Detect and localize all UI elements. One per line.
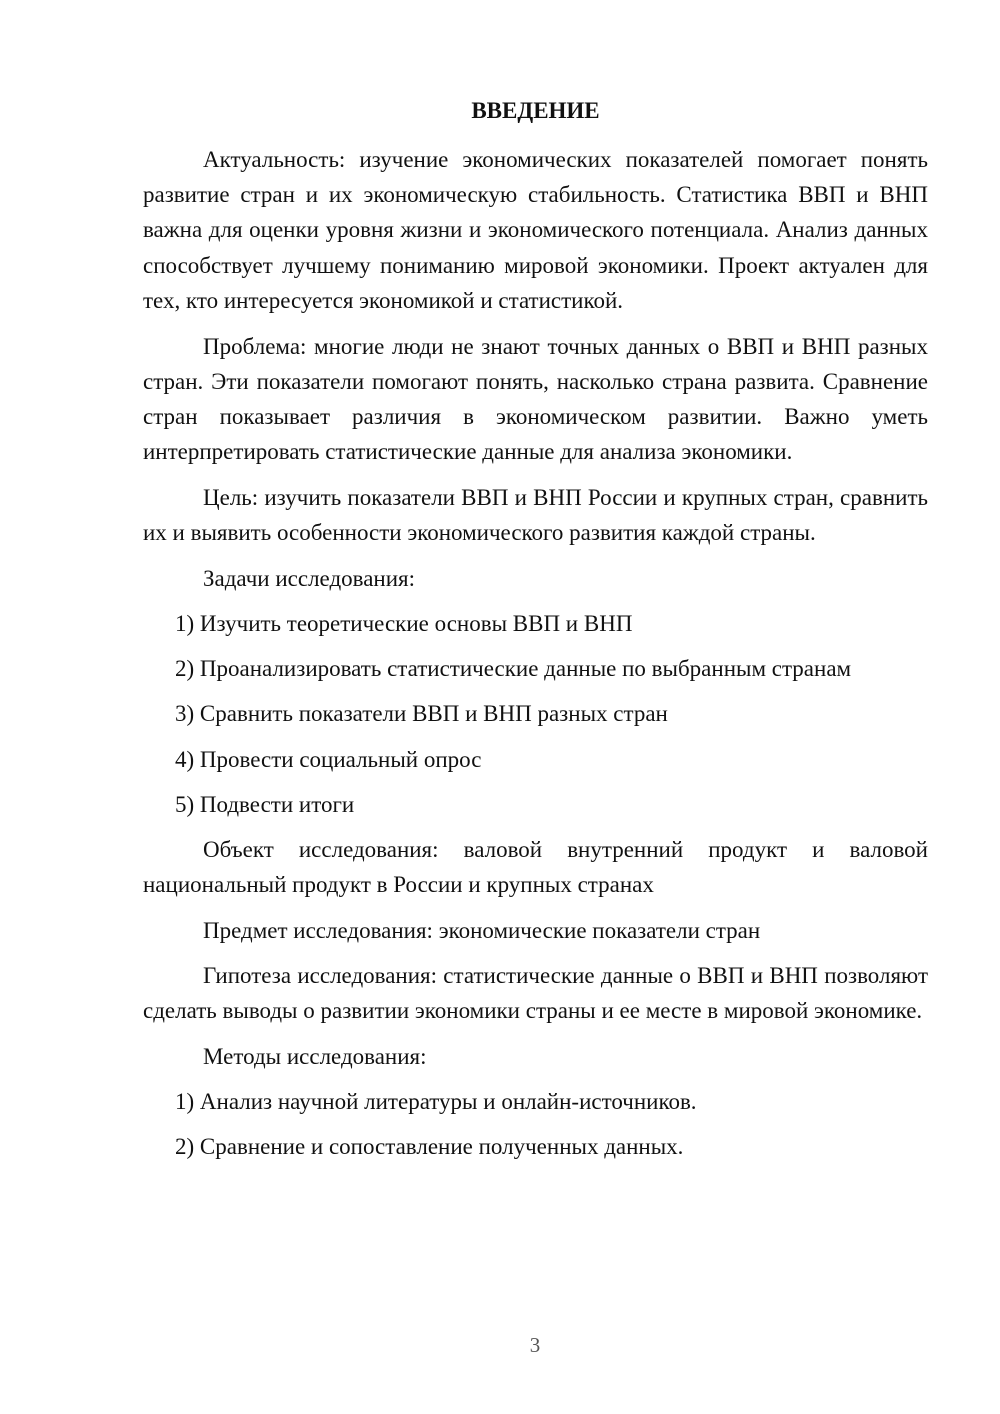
methods-list (143, 1084, 928, 1164)
list-item: 1) Анализ научной литературы и онлайн-источников. (175, 1089, 697, 1115)
list-item: 3) Сравнить показатели ВВП и ВНП разных стран (175, 701, 668, 727)
list-item: 2) Проанализировать статистические данные по выбранным странам (175, 656, 852, 682)
list-item: 1) Изучить теоретические основы ВВП и ВНП (175, 610, 633, 636)
subject-paragraph: Предмет исследования: экономические показатели стран (203, 917, 761, 943)
object-paragraph: Объект исследования: валовой внутренний продукт и валовой национальный продукт в России и крупных странах (143, 836, 928, 898)
list-item: 5) Подвести итоги (175, 791, 355, 817)
hypothesis-paragraph: Гипотеза исследования: статистические данные о ВВП и ВНП позволяют сделать выводы о развитии экономики страны и ее месте в мировой экономике. (143, 963, 928, 1024)
tasks-heading: Задачи исследования: (203, 565, 416, 591)
methods-heading: Методы исследования: (203, 1043, 427, 1069)
list-item: 4) Провести социальный опрос (175, 746, 482, 772)
section-title: ВВЕДЕНИЕ (471, 98, 600, 123)
page-number: 3 (529, 1333, 541, 1357)
list-item: 2) Сравнение и сопоставление полученных данных. (175, 1134, 684, 1160)
goal-paragraph: Цель: изучить показатели ВВП и ВНП России и крупных стран, сравнить их и выявить особенности экономического развития каждой страны. (143, 484, 928, 546)
document-page (143, 93, 928, 1175)
problem-paragraph: Проблема: многие люди не знают точных данных о ВВП и ВНП разных стран. Эти показатели помогают понять, насколько страна развита. Сравнение стран показывает различия в экономическом развитии. Важно уметь интерпретировать статистические данные для анализа экономики. (143, 333, 928, 465)
relevance-paragraph: Актуальность: изучение экономических показателей помогает понять развитие стран и их экономическую стабильность. Статистика ВВП и ВНП важна для оценки уровня жизни и экономического потенциала. Анализ данных способствует лучшему пониманию мировой экономики. Проект актуален для тех, кто интересуется экономикой и статистикой. (143, 147, 928, 313)
tasks-list (143, 606, 928, 822)
